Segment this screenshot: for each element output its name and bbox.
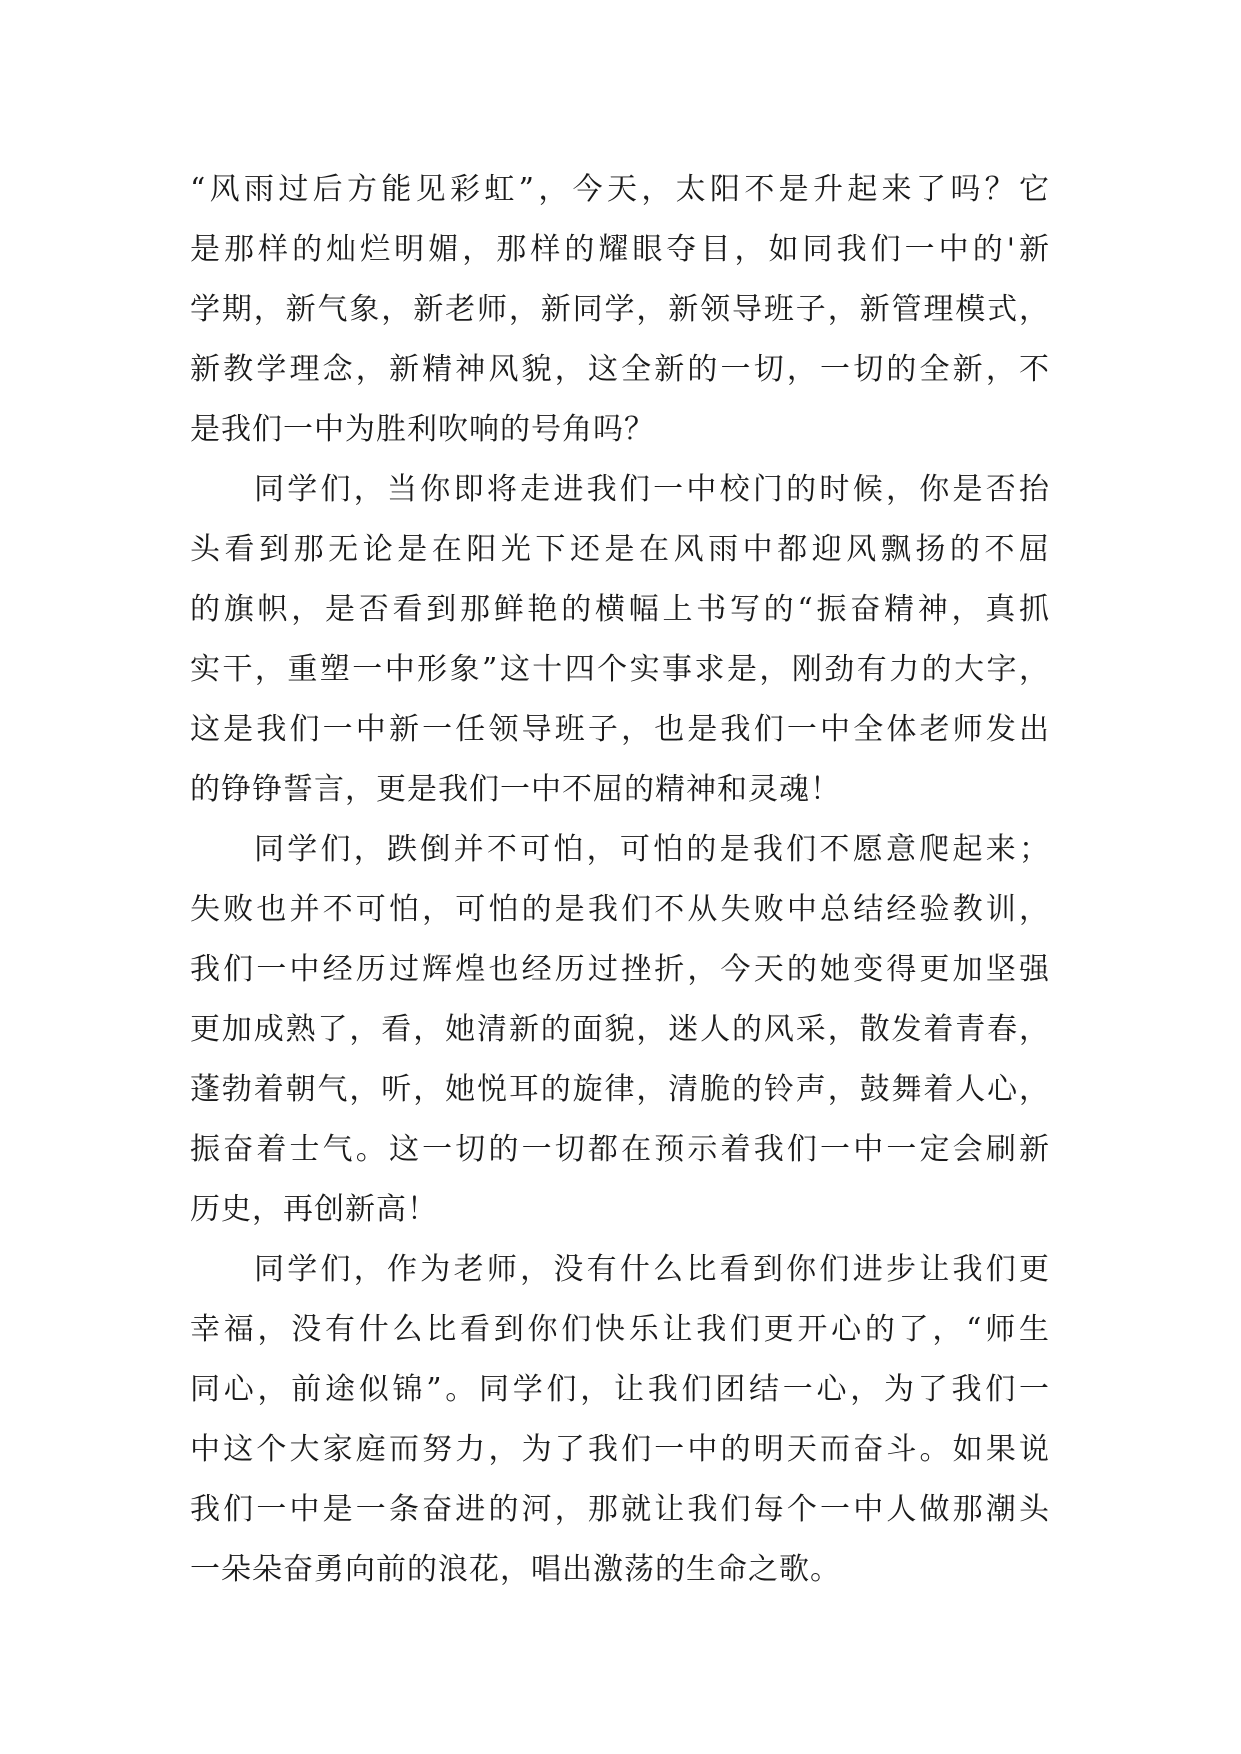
text-line: 我们一中经历过辉煌也经历过挫折，今天的她变得更加坚强 [190,952,1050,987]
text-line: 更加成熟了，看，她清新的面貌，迷人的风采，散发着青春， [190,1012,1050,1047]
text-line: 蓬勃着朝气，听，她悦耳的旋律，清脆的铃声，鼓舞着人心， [190,1072,1050,1107]
text-line: 失败也并不可怕，可怕的是我们不从失败中总结经验教训， [190,892,1050,927]
text-line: 中这个大家庭而努力，为了我们一中的明天而奋斗。如果说 [190,1432,1050,1467]
text-line: 学期，新气象，新老师，新同学，新领导班子，新管理模式， [190,292,1050,327]
text-line: 一朵朵奋勇向前的浪花，唱出激荡的生命之歌。 [190,1552,841,1587]
text-line: 的铮铮誓言，更是我们一中不屈的精神和灵魂！ [190,772,841,807]
speech-text [190,160,1050,1600]
text-line: 新教学理念，新精神风貌，这全新的一切，一切的全新，不 [190,352,1050,387]
text-line: “风雨过后方能见彩虹”，今天，太阳不是升起来了吗？它 [190,172,1050,207]
text-line: 实干，重塑一中形象”这十四个实事求是，刚劲有力的大字， [190,652,1050,687]
text-line: 同学们，作为老师，没有什么比看到你们进步让我们更 [254,1252,1050,1287]
text-line: 是那样的灿烂明媚，那样的耀眼夺目，如同我们一中的'新 [190,232,1050,267]
text-line: 头看到那无论是在阳光下还是在风雨中都迎风飘扬的不屈 [190,532,1050,567]
text-line: 这是我们一中新一任领导班子，也是我们一中全体老师发出 [190,712,1050,747]
text-line: 同学们，跌倒并不可怕，可怕的是我们不愿意爬起来； [254,832,1050,867]
text-line: 是我们一中为胜利吹响的号角吗？ [190,412,655,447]
text-line: 我们一中是一条奋进的河，那就让我们每个一中人做那潮头 [190,1492,1050,1527]
text-line: 的旗帜，是否看到那鲜艳的横幅上书写的“振奋精神，真抓 [190,592,1050,627]
text-line: 同学们，当你即将走进我们一中校门的时候，你是否抬 [254,472,1050,507]
text-line: 幸福，没有什么比看到你们快乐让我们更开心的了，“师生 [190,1312,1050,1347]
text-line: 振奋着士气。这一切的一切都在预示着我们一中一定会刷新 [190,1132,1050,1167]
text-line: 同心，前途似锦”。同学们，让我们团结一心，为了我们一 [190,1372,1050,1407]
text-line: 历史，再创新高！ [190,1192,438,1227]
